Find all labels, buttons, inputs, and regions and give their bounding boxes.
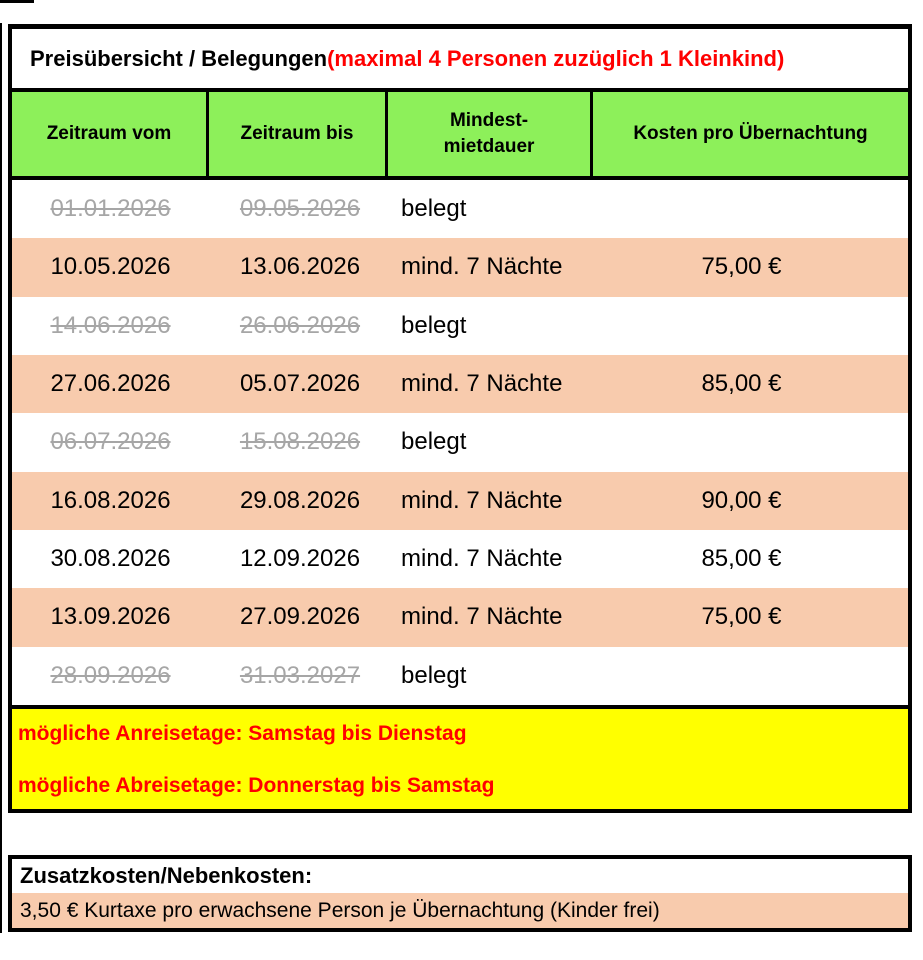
cell-price: 75,00 €	[701, 253, 782, 281]
cell-period-to: 09.05.2026	[239, 195, 361, 223]
cell-period-from: 13.09.2026	[50, 603, 171, 631]
cell-min-duration: mind. 7 Nächte	[401, 545, 563, 573]
extra-costs-table	[8, 855, 912, 932]
crop-artifact-left-line	[0, 23, 2, 933]
table-title-max-persons: (maximal 4 Personen zuzüglich 1 Kleinkind)	[327, 45, 785, 71]
cell-period-to: 15.08.2026	[239, 428, 361, 456]
table-row	[12, 530, 908, 588]
cell-price: 85,00 €	[701, 545, 782, 573]
cell-min-duration: mind. 7 Nächte	[401, 486, 563, 514]
cell-min-duration: mind. 7 Nächte	[401, 253, 563, 281]
column-header-min-duration: Mindest- mietdauer	[385, 92, 590, 176]
table-row	[12, 588, 908, 646]
cell-period-from: 06.07.2026	[50, 428, 171, 456]
cell-period-from: 14.06.2026	[50, 311, 171, 339]
table-header-row	[12, 92, 908, 180]
cell-period-from: 28.09.2026	[50, 661, 171, 689]
cell-min-duration: belegt	[401, 428, 467, 456]
cell-period-to: 12.09.2026	[239, 545, 361, 573]
cell-period-to: 31.03.2027	[239, 661, 361, 689]
table-row	[12, 238, 908, 296]
cell-period-to: 29.08.2026	[239, 486, 361, 514]
table-title	[12, 29, 908, 92]
cell-period-to: 26.06.2026	[239, 311, 361, 339]
cell-period-from: 01.01.2026	[50, 195, 171, 223]
departure-days-note: mögliche Abreisetage: Donnerstag bis Samstag	[18, 773, 495, 797]
cell-min-duration: mind. 7 Nächte	[401, 603, 563, 631]
cell-period-from: 27.06.2026	[50, 370, 171, 398]
table-title-text: Preisübersicht / Belegungen	[30, 45, 328, 71]
table-row	[12, 472, 908, 530]
cell-period-from: 30.08.2026	[50, 545, 171, 573]
cell-period-from: 16.08.2026	[50, 486, 171, 514]
crop-artifact-top-line	[0, 0, 34, 3]
table-row	[12, 297, 908, 355]
column-header-cost-per-night: Kosten pro Übernachtung	[590, 92, 908, 176]
column-header-period-from: Zeitraum vom	[46, 123, 172, 144]
table-row	[12, 180, 908, 238]
cell-period-to: 05.07.2026	[239, 370, 361, 398]
price-overview-table	[8, 24, 912, 813]
table-body	[12, 180, 908, 705]
arrival-days-note: mögliche Anreisetage: Samstag bis Dienstag	[18, 721, 467, 745]
table-row	[12, 355, 908, 413]
cell-min-duration: belegt	[401, 311, 467, 339]
cell-period-from: 10.05.2026	[50, 253, 171, 281]
cell-price: 85,00 €	[701, 370, 782, 398]
cell-period-to: 27.09.2026	[239, 603, 361, 631]
table-row	[12, 413, 908, 471]
cell-min-duration: belegt	[401, 661, 467, 689]
cell-price: 90,00 €	[701, 486, 782, 514]
cell-min-duration: mind. 7 Nächte	[401, 370, 563, 398]
arrival-departure-notes	[12, 705, 908, 809]
column-header-period-to: Zeitraum bis	[206, 92, 385, 176]
table-row	[12, 647, 908, 705]
cell-price: 75,00 €	[701, 603, 782, 631]
cell-period-to: 13.06.2026	[239, 253, 361, 281]
extra-costs-detail: 3,50 € Kurtaxe pro erwachsene Person je Übernachtung (Kinder frei)	[12, 893, 908, 928]
extra-costs-title: Zusatzkosten/Nebenkosten:	[20, 863, 313, 888]
cell-min-duration: belegt	[401, 195, 467, 223]
